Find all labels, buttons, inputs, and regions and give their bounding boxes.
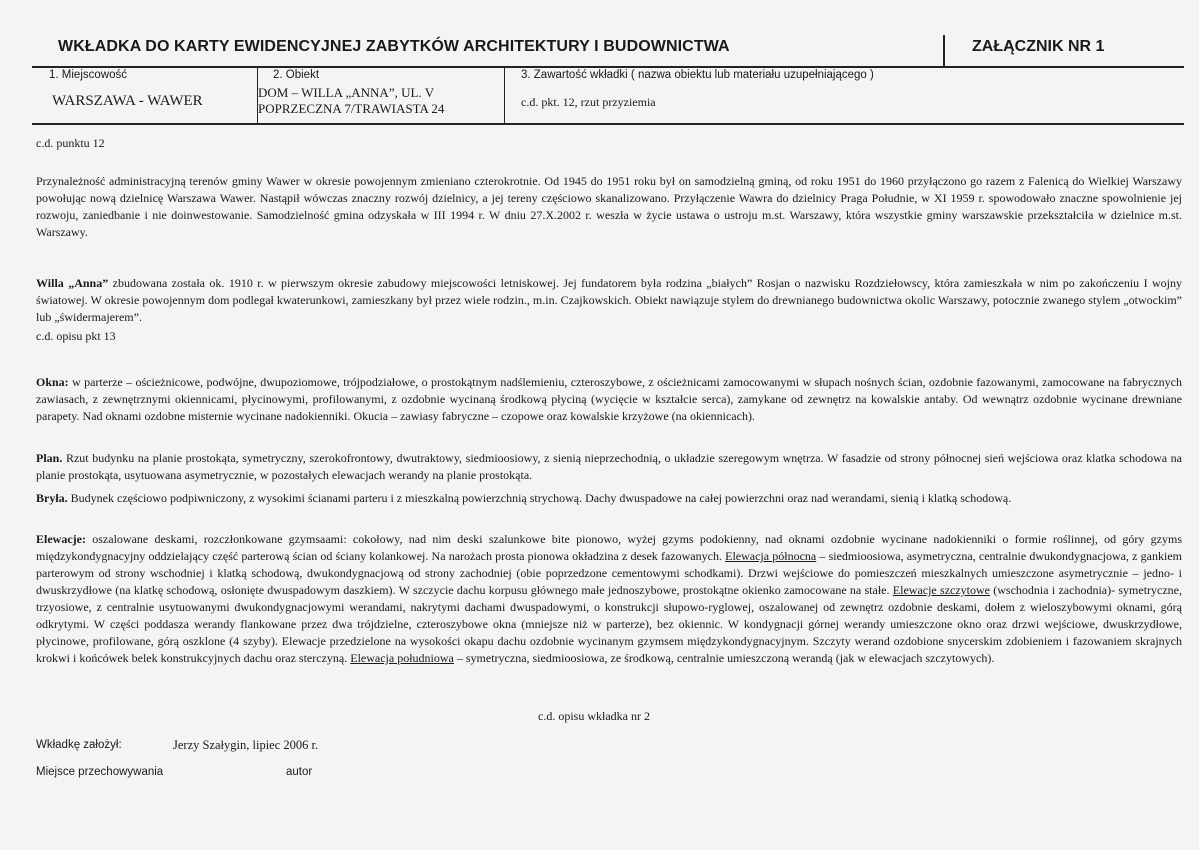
elewacje-szczytowe-link: Elewacje szczytowe [892,583,990,597]
object-label: 2. Obiekt [273,69,320,81]
object-value-line1: DOM – WILLA „ANNA”, UL. V [258,85,435,100]
plan-heading: Plan. [36,451,63,465]
paragraph-history: Przynależność administracyjną terenów gminy Wawer w okresie powojennym zmieniano czterokrotnie. Od 1945 do 1951 roku był on samodzielną gminą, od roku 1951 do 1960 przyłączono go razem z Falenicą do Wielkiej Warszawy powołując nową dzielnicę Warszawa Wawer. Nastąpił wówczas znaczny rozwój dzielnicy, a jej tereny częściowo skanalizowano. Przyłączenie Wawra do dzielnicy Praga Południe, w XI 1959 r. spowodowało znaczne spowolnienie jej rozwoju, zaniedbanie i nie doinwestowanie. Samodzielność gmina odzyskała w III 1994 r. W dniu 27.X.2002 r. weszła w życie ustawa o ustroju m.st. Warszawy, która wszystkie gminy warszawskie przekształciła w dzielnice m.st. Warszawy. [36,174,1182,239]
willa-text: zbudowana została ok. 1910 r. w pierwszym okresie zabudowy miejscowości letniskowej. Jej fundatorem była rodzina „białych” Rosjan o nazwisku Rozdziełowscy, która zamieszkała w nim po zakończeniu I wojny światowej. W okresie powojennym dom podlegał kwaterunkowi, zamieszkany był przez wiele rodzin., m.in. Czajkowskich. Obiekt nawiązuje stylem do drewnianego budownictwa okolic Warszawy, potocznie zwanego stylem „otwockim” lub „świdermajerem”. [36,276,1182,324]
okna-heading: Okna: [36,375,69,389]
bryla-text: Budynek częściowo podpiwniczony, z wysokimi ścianami parteru i z mieszkalną powierzchnią strychową. Dachy dwuspadowe na całej powierzchni oraz nad werandami, sienią i klatką schodową. [67,491,1012,505]
fields-row [32,66,1184,125]
author-value: Jerzy Szałygin, lipiec 2006 r. [173,738,319,752]
content-value: c.d. pkt. 12, rzut przyziemia [521,95,656,109]
paragraph-elewacje [36,531,1182,667]
header-divider [943,35,945,68]
header-bar [32,30,1184,68]
bryla-heading: Bryła. [36,491,68,505]
elewacje-text-4: – symetryczna, siedmioosiowa, ze środkową, centralnie umieszczoną werandą (jak w elewacjach szczytowych). [453,651,995,665]
plan-text: Rzut budynku na planie prostokąta, symetryczny, szerokofrontowy, dwutraktowy, siedmioosiowy, z sienią nieprzechodnią, o układzie szeregowym wnętrza. W fasadzie od strony północnej sień wejściowa oraz klatka schodowa na planie prostokąta, usytuowana asymetrycznie, w pozostałych elewacjach werandy na planie prostokąta. [36,451,1182,482]
heading-point-13: c.d. opisu pkt 13 [36,329,116,343]
okna-text: w parterze – ościeżnicowe, podwójne, dwupoziomowe, trójpodziałowe, o prostokątnym nadślemieniu, czteroszybowe, z ościeżnicami zamocowanymi w słupach nośnych ścian, ozdobnie fazowanymi, zamocowane na fabrycznych zawiasach, z zewnętrznymi okiennicami, płycinowymi, profilowanymi, z ozdobnie wycinaną środkową płyciną (wycięcie w kształcie serca), zamykane od zewnętrz na kowalskie antaby. Od wewnątrz ozdobnie wycinane drewniane parapety. Nad oknami ozdobne misternie wycinane nadokienniki. Okucia – zawiasy fabryczne – czopowe oraz kowalskie krzyżowe (na okiennicach). [36,375,1182,423]
field-divider [504,66,505,123]
paragraph-okna [36,374,1182,425]
content-label: 3. Zawartość wkładki ( nazwa obiektu lub materiału uzupełniającego ) [521,69,874,81]
paragraph-bryla [36,490,1182,507]
paragraph-willa [36,275,1182,326]
object-value-line2: POPRZECZNA 7/TRAWIASTA 24 [258,101,445,116]
locality-value: WARSZAWA - WAWER [52,93,203,109]
elewacje-text-1: oszalowane deskami, rozczłonkowane gzymsaami: cokołowy, nad nim deski szalunkowe bite pionowo, wyżej gzyms podokienny, nad oknami ozdobnie wycinane nadokienniki o formie roślinnej, od góry gzyms międzykondygnacyjny oddzielający część parterową ścian od ściany kolankowej. Na narożach prosta pionowa okładzina z desek fazowanych. [36,532,1182,563]
willa-name: Willa „Anna” [36,276,109,290]
attachment-number: ZAŁĄCZNIK NR 1 [972,38,1105,55]
elewacje-heading: Elewacje: [36,532,86,546]
elewacje-text-3: (wschodnia i zachodnia)- symetryczne, trzyosiowe, z centralnie usytuowanymi dwukondygnacjowymi werandami, nakrytymi dachami dwuspadowymi, o konstrukcji słupowo-ryglowej, oszalowanej od zewnętrz ozdobnie deskami, dołem z wieloszybowymi oknami, górą odkrytymi. W części poddasza werandy flankowane przez dwa trójdzielne, czteroszybowe okna (mniejsze niż w parterze), bez okiennic. W kondygnacji górnej werandy umieszczone okno oraz drzwi wejściowe, dwuskrzydłowe, płycinowe, profilowane, górą oszklone (4 szyby). Elewacje przedzielone na wysokości okapu dachu ozdobnie wycinanym gzymsem międzykondygnacyjnym. Szczyty werand ozdobione snycerskim zdobieniem i fazowaniem skrajnych krokwi i końcówek belek konstrukcyjnych dachu oraz sterczyną. [36,583,1182,665]
author-label: Wkładkę założył: [36,739,122,751]
document-title: WKŁADKA DO KARTY EWIDENCYJNEJ ZABYTKÓW ARCHITEKTURY I BUDOWNICTWA [58,38,730,55]
heading-point-12: c.d. punktu 12 [36,136,105,150]
elewacja-polnocna-link: Elewacja północna [725,549,817,563]
storage-value: autor [286,766,313,778]
continued-note: c.d. opisu wkładka nr 2 [538,709,650,723]
paragraph-plan [36,450,1182,484]
locality-label: 1. Miejscowość [49,69,127,81]
elewacja-poludniowa-link: Elewacja południowa [350,651,454,665]
elewacje-text-2: – siedmioosiowa, asymetryczna, centralnie dwukondygnacjowa, z gankiem parterowym od strony wschodniej i klatką schodową, dwukondygnacjową od strony zachodniej (obie poprzedzone cementowymi schodkami). Drzwi wejściowe do pomieszczeń mieszkalnych umieszczone asymetrycznie – jedno- i dwuskrzydłowe (na klatkę schodową, osłonięte dwuspadowym daszkiem). W szczycie dachu korpusu głównego małe jednoszybowe, prostokątne okienko zamocowane na stałe. [36,549,1182,597]
storage-label: Miejsce przechowywania [36,766,164,778]
